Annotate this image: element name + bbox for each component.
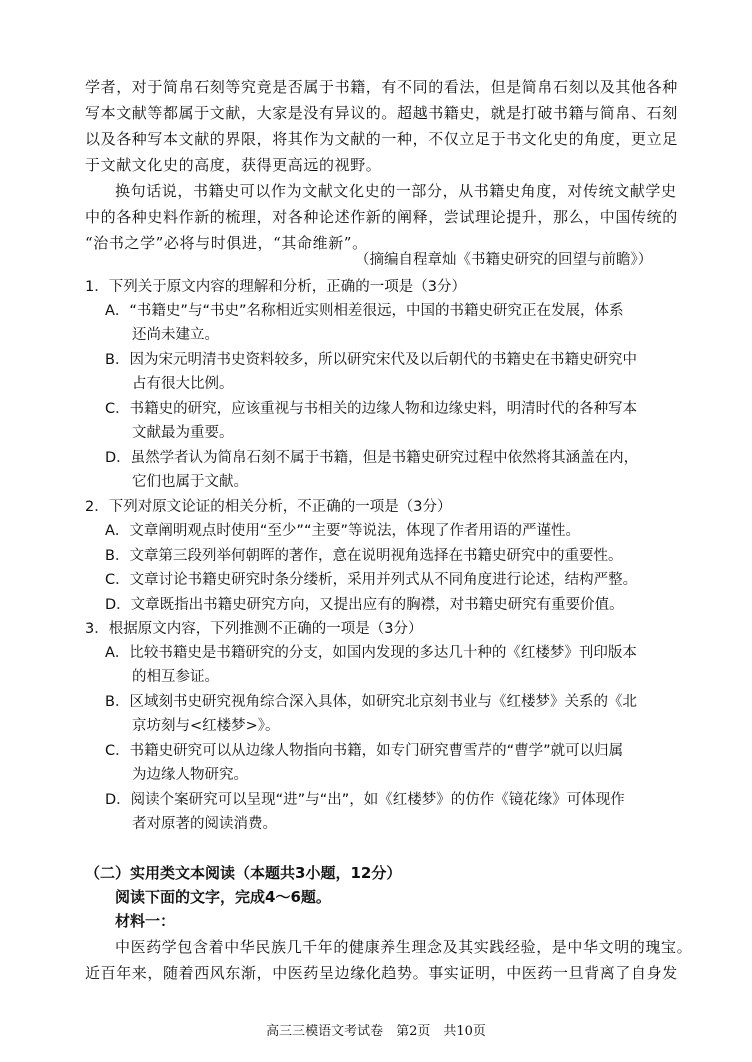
question-2-option-b: B．文章第三段列举何朝晖的著作，意在说明视角选择在书籍史研究中的重要性。 [105,548,623,564]
question-2-option-c: C．文章讨论书籍史研究时条分缕析，采用并列式从不同角度进行论述，结构严整。 [105,572,638,588]
section-2-instruction: 阅读下面的文字，完成4～6题。 [115,888,331,906]
question-1-option-c: C．书籍史的研究，应该重视与书相关的边缘人物和边缘史料，明清时代的各种写本 [105,401,638,417]
passage-source: （摘编自程章灿《书籍史研究的回望与前瞻》） [355,252,653,268]
question-1-option-d-cont: 它们也属于文献。 [132,474,248,490]
question-3-option-b-cont: 京坊刻与<红楼梦>》。 [132,718,280,734]
question-3-option-b: B．区域刻书史研究视角综合深入具体，如研究北京刻书业与《红楼梦》关系的《北 [105,694,637,710]
passage-line: 学者，对于简帛石刻等究竟是否属于书籍，有不同的看法，但是简帛石刻以及其他各种 [85,78,678,96]
question-2-option-d: D．文章既指出书籍史研究方向，又提出应有的胸襟，对书籍史研究有重要价值。 [105,597,624,613]
passage-line: 中的各种史料作新的梳理，对各种论述作新的阐释，尝试理论提升，那么，中国传统的 [85,208,678,226]
question-3-option-d-cont: 者对原著的阅读消费。 [132,816,277,832]
question-1-option-b-cont: 占有很大比例。 [132,376,234,392]
passage-line: 以及各种写本文献的界限，将其作为文献的一种，不仅立足于书文化史的角度，更立足 [85,130,678,148]
section-2-heading: （二）实用类文本阅读（本题共3小题，12分） [85,864,402,882]
passage-line: “治书之学”必将与时俱进，“其命维新”。 [85,234,368,252]
question-3-stem: 3．根据原文内容，下列推测不正确的一项是（3分） [85,621,423,637]
question-1-option-a: A．“书籍史”与“书史”名称相近实则相差很远，中国的书籍史研究正在发展，体系 [105,303,624,319]
question-2-option-a: A．文章阐明观点时使用“至少”“主要”等说法，体现了作者用语的严谨性。 [105,523,580,539]
passage-line: 写本文献等都属于文献，大家是没有异议的。超越书籍史，就是打破书籍与简帛、石刻 [85,104,678,122]
question-3-option-d: D．阅读个案研究可以呈现“进”与“出”，如《红楼梦》的仿作《镜花缘》可体现作 [105,792,625,808]
question-1-option-c-cont: 文献最为重要。 [132,425,234,441]
material-1-line: 中医药学包含着中华民族几千年的健康养生理念及其实践经验，是中华文明的瑰宝。 [115,938,693,956]
material-1-line: 近百年来，随着西风东渐，中医药呈边缘化趋势。事实证明，中医药一旦背离了自身发 [85,964,678,982]
question-1-option-d: D．虽然学者认为简帛石刻不属于书籍，但是书籍史研究过程中依然将其涵盖在内， [105,450,639,466]
question-1-stem: 1．下列关于原文内容的理解和分析，正确的一项是（3分） [85,279,466,295]
passage-line: 换句话说，书籍史可以作为文献文化史的一部分，从书籍史角度，对传统文献学史 [115,182,677,200]
question-1-option-b: B．因为宋元明清书史资料较多，所以研究宋代及以后朝代的书籍史在书籍史研究中 [105,352,637,368]
question-3-option-a: A．比较书籍史是书籍研究的分支，如国内发现的多达几十种的《红楼梦》刊印版本 [105,645,637,661]
question-3-option-a-cont: 的相互参证。 [132,669,219,685]
passage-line: 于文献文化史的高度，获得更高远的视野。 [85,156,382,174]
question-3-option-c-cont: 为边缘人物研究。 [132,767,248,783]
question-1-option-a-cont: 还尚未建立。 [132,327,219,343]
material-1-label: 材料一： [115,912,176,930]
page-footer: 高三三模语文考试卷 第2页 共10页 [266,1024,486,1039]
question-2-stem: 2．下列对原文论证的相关分析，不正确的一项是（3分） [85,499,452,515]
question-3-option-c: C．书籍史研究可以从边缘人物指向书籍，如专门研究曹雪芹的“曹学”就可以归属 [105,743,624,759]
